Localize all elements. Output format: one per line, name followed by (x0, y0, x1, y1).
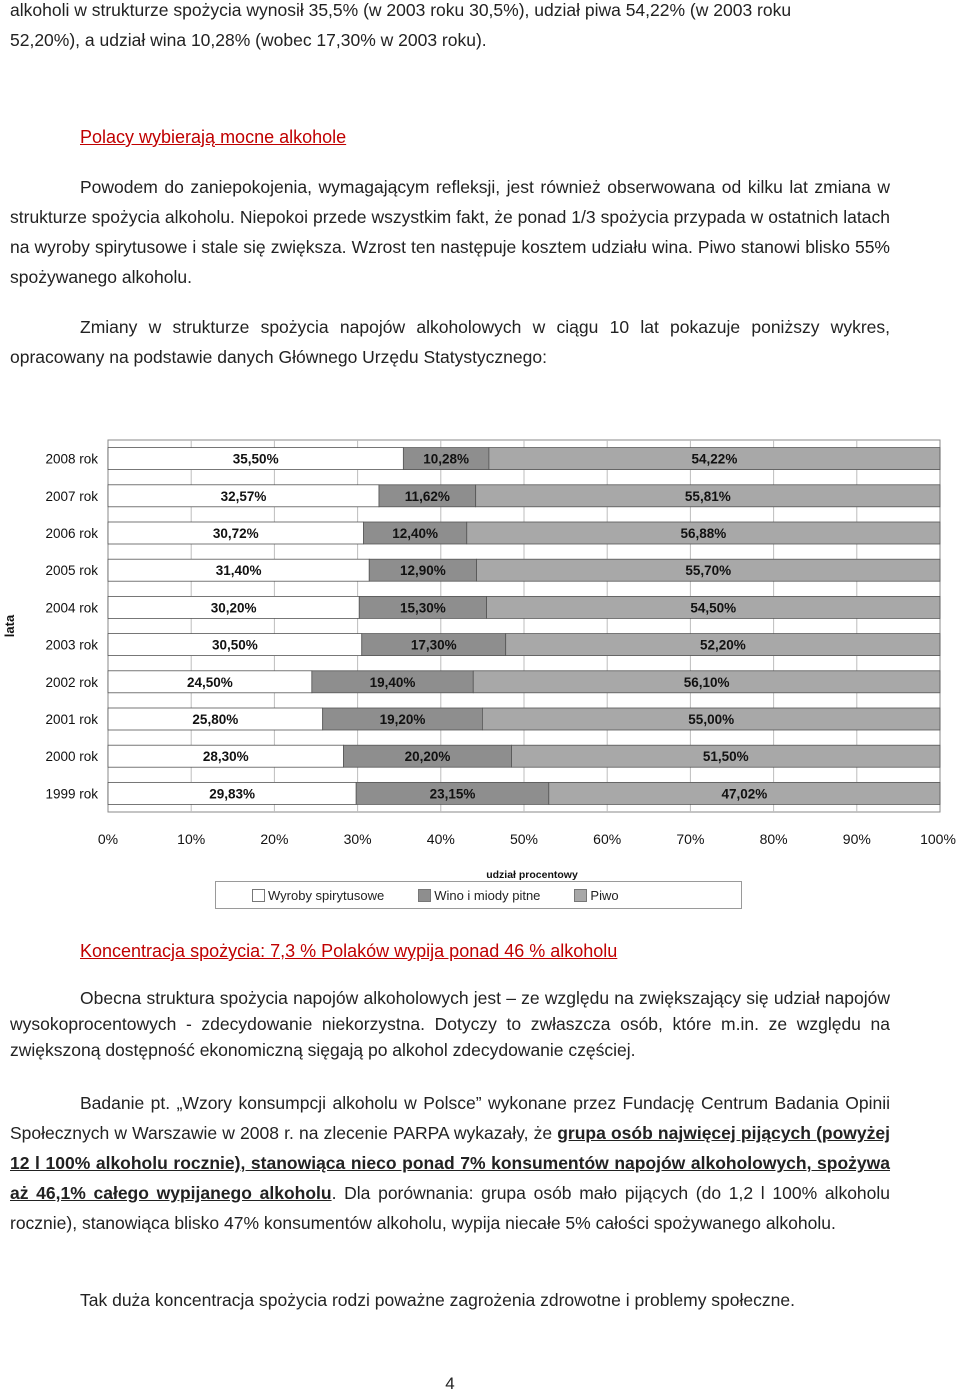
x-tick-label: 60% (593, 831, 622, 847)
legend-label-spirits: Wyroby spirytusowe (268, 887, 385, 903)
data-label: 52,20% (699, 637, 746, 653)
data-label: 54,22% (691, 451, 738, 467)
data-label: 55,70% (685, 563, 732, 579)
x-tick-label: 90% (842, 831, 871, 847)
legend-label-beer: Piwo (590, 887, 619, 903)
data-label: 19,20% (379, 712, 426, 727)
legend-label-wine: Wino i miody pitne (434, 887, 541, 903)
x-tick-label: 50% (509, 831, 539, 847)
data-label: 17,30% (410, 637, 457, 653)
paragraph-current-structure-text: Obecna struktura spożycia napojów alkoholowych jest – ze względu na zwiększający się udział napojów wysokoprocentowych - zdecydowanie niekorzystna. Dotyczy to zwłaszcza osób, które m.in. ze względu na zwiększoną dostępność ekonomiczną sięgają po alkohol zdecydowanie częściej. (10, 988, 890, 1060)
data-label: 31,40% (215, 563, 262, 579)
category-label: 2008 rok (45, 451, 98, 467)
paragraph-cbos-study-a: Badanie pt. „Wzory konsumpcji alkoholu w Polsce” wykonane przez Fundację Centrum Badania Opinii Społecznych w Warszawie w 2008 r. na zlecenie PARPA wykazały, że (10, 1093, 890, 1143)
category-label: 2002 rok (45, 674, 98, 690)
data-label: 30,50% (211, 637, 258, 653)
y-axis-title: lata (2, 614, 17, 638)
category-label: 2003 rok (45, 637, 98, 653)
data-label: 32,57% (220, 488, 267, 504)
data-label: 35,50% (232, 451, 279, 467)
paragraph-cbos-study-highlight: grupa osób najwięcej pijących (powyżej 12 l 100% alkoholu rocznie), stanowiąca nieco ponad 7% konsumentów napojów alkoholowych, spożywa aż 46,1% całego wypijanego alkoholu (10, 1123, 890, 1203)
data-label: 54,50% (690, 600, 737, 616)
chart-legend (215, 881, 742, 909)
data-label: 12,40% (392, 526, 439, 541)
data-label: 10,28% (423, 451, 470, 467)
data-label: 30,72% (212, 526, 259, 541)
paragraph-cbos-study (10, 1088, 890, 1238)
data-label: 12,90% (400, 563, 446, 579)
legend-item-spirits (252, 888, 384, 903)
section-heading-concentration: Koncentracja spożycia: 7,3 % Polaków wypija ponad 46 % alkoholu (80, 941, 618, 961)
paragraph-structure-change (10, 172, 890, 292)
data-label: 56,10% (683, 674, 730, 690)
category-label: 2001 rok (45, 712, 98, 727)
section-heading-strong-alcohol: Polacy wybierają mocne alkohole (80, 127, 347, 147)
x-tick-label: 80% (759, 831, 788, 847)
x-tick-label: 0% (97, 831, 119, 847)
legend-item-wine (418, 888, 540, 903)
x-tick-label: 70% (676, 831, 705, 847)
legend-swatch-spirits (252, 889, 265, 902)
x-tick-label: 40% (426, 831, 455, 847)
data-label: 23,15% (429, 786, 476, 802)
category-label: 2006 rok (45, 526, 98, 541)
data-label: 24,50% (187, 674, 233, 690)
x-tick-label: 20% (260, 831, 289, 847)
data-label: 20,20% (404, 749, 451, 765)
category-label: 2000 rok (45, 749, 98, 765)
intro-line-1: alkoholi w strukturze spożycia wynosił 35,5% (w 2003 roku 30,5%), udział piwa 54,22% (w 2003 roku (10, 0, 792, 20)
data-label: 47,02% (721, 786, 768, 802)
x-tick-label: 100% (920, 831, 956, 847)
paragraph-chart-intro (10, 312, 890, 372)
paragraph-cbos-study-c: . Dla porównania: grupa osób mało pijących (do 1,2 l 100% alkoholu rocznie), stanowiąca blisko 47% konsumentów alkoholu, wypija niecałe 5% całości spożywanego alkoholu. (10, 1183, 891, 1233)
paragraph-structure-change-text: Powodem do zaniepokojenia, wymagającym refleksji, jest również obserwowana od kilku lat zmiana w strukturze spożycia alkoholu. Niepokoi przede wszystkim fakt, że ponad 1/3 spożycia przypada w ostatnich latach na wyroby spirytusowe i stale się zwiększa. Wzrost ten następuje kosztem udziału wina. Piwo stanowi blisko 55% spożywanego alkoholu. (10, 177, 890, 287)
category-label: 2007 rok (45, 488, 98, 504)
category-label: 2005 rok (45, 563, 98, 579)
legend-swatch-beer (574, 889, 587, 902)
data-label: 56,88% (680, 526, 727, 541)
category-label: 1999 rok (45, 786, 98, 802)
data-label: 30,20% (210, 600, 257, 616)
data-label: 19,40% (369, 674, 416, 690)
data-label: 51,50% (702, 749, 749, 765)
data-label: 29,83% (209, 786, 255, 802)
data-label: 55,00% (688, 712, 735, 727)
intro-line-2: 52,20%), a udział wina 10,28% (wobec 17,30% w 2003 roku). (10, 30, 487, 50)
category-label: 2004 rok (45, 600, 98, 616)
page-number: 4 (445, 1374, 455, 1393)
data-label: 11,62% (404, 488, 450, 504)
data-label: 55,81% (684, 488, 731, 504)
paragraph-current-structure (10, 985, 890, 1063)
data-label: 25,80% (192, 712, 239, 727)
legend-swatch-wine (418, 889, 431, 902)
data-label: 28,30% (202, 749, 249, 765)
x-tick-label: 10% (177, 831, 206, 847)
x-axis-title: udział procentowy (486, 869, 578, 880)
data-label: 15,30% (400, 600, 446, 616)
x-tick-label: 30% (343, 831, 372, 847)
paragraph-chart-intro-text: Zmiany w strukturze spożycia napojów alkoholowych w ciągu 10 lat pokazuje poniższy wykres, opracowany na podstawie danych Głównego Urzędu Statystycznego: (10, 317, 890, 367)
consumption-structure-chart (0, 430, 960, 880)
paragraph-conclusion: Tak duża koncentracja spożycia rodzi poważne zagrożenia zdrowotne i problemy społeczne. (80, 1290, 795, 1310)
legend-item-beer (574, 888, 618, 903)
